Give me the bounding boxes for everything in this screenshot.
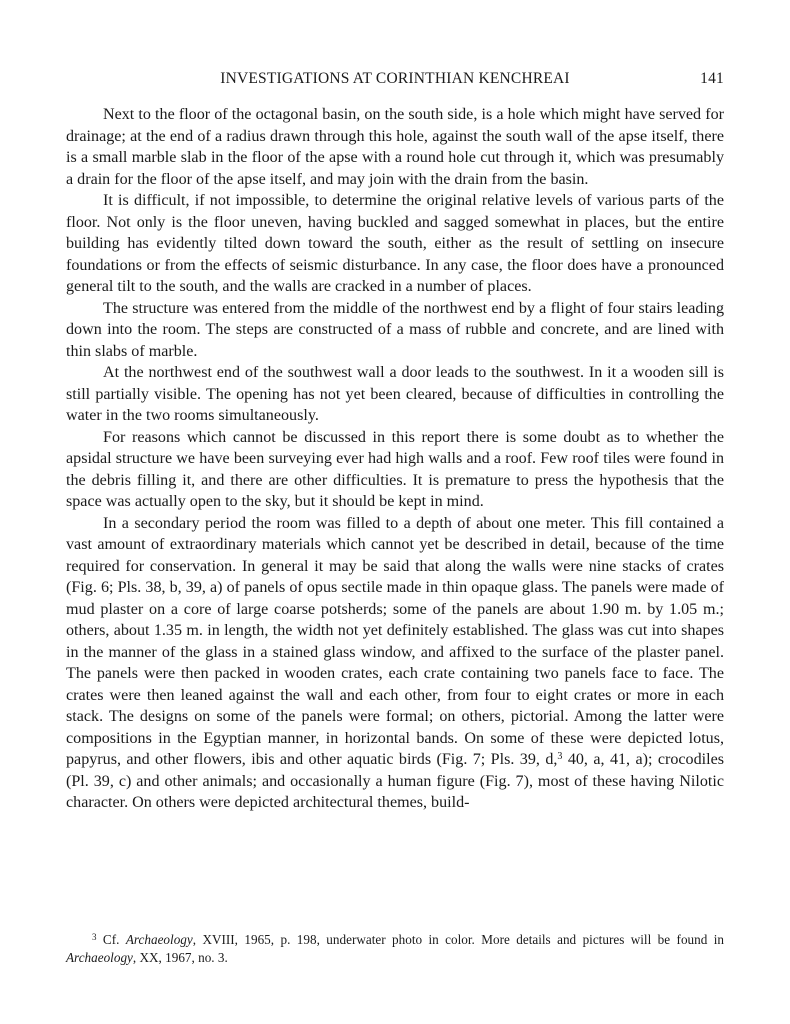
footnote-text-c: , XX, 1967, no. 3. — [132, 949, 228, 965]
body-text — [66, 104, 724, 814]
footnote-3 — [66, 931, 724, 966]
paragraph-roof-doubt: For reasons which cannot be discussed in this report there is some doubt as to whether the apsidal structure we have been surveying ever had high walls and a roof. Few roof tiles were found in the debris filling it, and there are other difficulties. It is premature to press the hypothesis that the space was actually open to the sky, but it should be kept in mind. — [66, 428, 724, 510]
paragraph-glass-panels — [66, 513, 724, 814]
footnote-text-a: Cf. — [96, 932, 126, 947]
paragraph-drainage: Next to the floor of the octagonal basin, on the south side, is a hole which might have served for drainage; at the end of a radius drawn through this hole, against the south wall of the apse itself, there is a small marble slab in the floor of the apse with a round hole cut through it, which was presumably a drain for the floor of the apse itself, and may join with the drain from the basin. — [66, 106, 724, 188]
footnotes — [66, 931, 724, 966]
footnote-text-b: , XVIII, 1965, p. 198, underwater photo in color. More details and pictures will be found in — [192, 932, 725, 947]
footnote-journal-b: Archaeology — [66, 949, 133, 965]
running-head — [66, 70, 724, 92]
footnote-journal-a: Archaeology — [125, 932, 193, 947]
footnote-reference: 3 — [557, 751, 563, 762]
running-title: INVESTIGATIONS AT CORINTHIAN KENCHREAI — [220, 70, 570, 87]
paragraph-glass-panels-text-a: In a secondary period the room was filled to a depth of about one meter. This fill contained a vast amount of extraordinary materials which cannot yet be described in detail, because of the time required for conservation. In general it may be said that along the walls were nine stacks of crates (Fig. 6; Pls. 38, b, 39, a) of panels of opus sectile made in thin opaque glass. The panels were made of mud plaster on a core of large coarse potsherds; some of the panels are about 1.90 m. by 1.05 m.; others, about 1.35 m. in length, the width not yet definitely established. The glass was cut into shapes in the manner of the glass in a stained glass window, and affixed to the surface of the plaster panel. The panels were then packed in wooden crates, each crate containing two panels face to face. The crates were then leaned against the wall and each other, from four to eight crates or more in each stack. The designs on some of the panels were formal; on others, pictorial. Among the latter were compositions in the Egyptian manner, in horizontal bands. On some of these were depicted lotus, papyrus, and other flowers, ibis and other aquatic birds (Fig. 7; Pls. 39, d, — [66, 514, 724, 768]
paragraph-floor-levels: It is difficult, if not impossible, to determine the original relative levels of various parts of the floor. Not only is the floor uneven, having buckled and sagged somewhat in places, but the entire building has evidently tilted down toward the south, either as the result of settling on insecure foundations or from the effects of seismic disturbance. In any case, the floor does have a pronounced general tilt to the south, and the walls are cracked in a number of places. — [66, 192, 724, 295]
paragraph-entrance-stairs: The structure was entered from the middle of the northwest end by a flight of four stairs leading down into the room. The steps are constructed of a mass of rubble and concrete, and are lined with thin slabs of marble. — [66, 299, 724, 360]
footnote-mark: 3 — [92, 932, 97, 942]
page-number: 141 — [700, 70, 724, 87]
paragraph-southwest-door: At the northwest end of the southwest wall a door leads to the southwest. In it a wooden sill is still partially visible. The opening has not yet been cleared, because of difficulties in controlling the water in the two rooms simultaneously. — [66, 364, 724, 424]
paragraph-glass-panels-text-b: 40, a, 41, a); crocodiles (Pl. 39, c) and other animals; and occasionally a human figure (Fig. 7), most of these having Nilotic character. On others were depicted architectural themes, build- — [66, 751, 724, 811]
